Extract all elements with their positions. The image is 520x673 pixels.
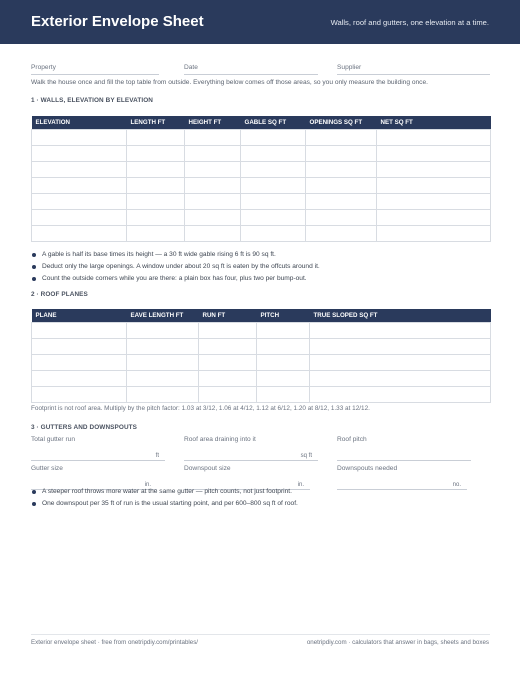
note-text: Deduct only the large openings. A window under about 20 sq ft is eaten by the offcuts around it. (42, 263, 320, 270)
table-row (32, 146, 491, 162)
table-cell[interactable] (306, 178, 377, 194)
note-text: A gable is half its base times its height — a 30 ft wide gable rising 6 ft is 90 sq ft. (42, 251, 276, 258)
table-cell[interactable] (32, 323, 127, 339)
table-cell[interactable] (185, 226, 241, 242)
downspout-size-unit: in. (297, 482, 304, 488)
list-item (31, 498, 298, 510)
footer-left-text: Exterior envelope sheet · free from onetripdiy.com/printables/ (31, 639, 199, 646)
roof-table (31, 309, 491, 403)
table-cell[interactable] (185, 210, 241, 226)
list-item (31, 261, 320, 273)
table-cell[interactable] (257, 355, 310, 371)
table-cell[interactable] (241, 210, 306, 226)
col-height-ft: HEIGHT FT (185, 116, 241, 130)
table-cell[interactable] (306, 226, 377, 242)
date-label: Date (184, 64, 198, 71)
table-cell[interactable] (306, 130, 377, 146)
date-field[interactable] (184, 56, 318, 75)
bullet-icon (32, 253, 36, 257)
table-row (32, 210, 491, 226)
table-cell[interactable] (199, 387, 257, 403)
table-cell[interactable] (32, 371, 127, 387)
table-cell[interactable] (310, 323, 491, 339)
table-row (32, 339, 491, 355)
supplier-field[interactable] (337, 56, 490, 75)
table-cell[interactable] (32, 355, 127, 371)
table-cell[interactable] (310, 355, 491, 371)
table-cell[interactable] (257, 323, 310, 339)
downspout-size-label: Downspout size (184, 465, 231, 472)
table-cell[interactable] (32, 130, 127, 146)
table-row (32, 162, 491, 178)
table-row (32, 371, 491, 387)
footer-right-text: onetripdiy.com · calculators that answer in bags, sheets and boxes (306, 639, 489, 646)
sheet-tagline: Walls, roof and gutters, one elevation at a time. (330, 18, 489, 27)
gutters-section-title: 3 · GUTTERS AND DOWNSPOUTS (31, 424, 138, 431)
table-cell[interactable] (306, 146, 377, 162)
roof-header-row (32, 309, 491, 323)
note-text: Count the outside corners while you are there: a plain box has four, plus two per bump-out. (42, 275, 307, 282)
table-cell[interactable] (241, 146, 306, 162)
col-run-ft: RUN FT (199, 309, 257, 323)
table-cell[interactable] (127, 210, 185, 226)
table-cell[interactable] (127, 371, 199, 387)
col-eave-length-ft: EAVE LENGTH FT (127, 309, 199, 323)
table-cell[interactable] (185, 194, 241, 210)
walls-notes (31, 249, 320, 285)
gutter-size-unit: in. (144, 482, 151, 488)
header-banner (0, 0, 520, 44)
table-cell[interactable] (306, 194, 377, 210)
table-row (32, 355, 491, 371)
table-cell[interactable] (127, 178, 185, 194)
table-cell[interactable] (32, 178, 127, 194)
table-cell[interactable] (127, 226, 185, 242)
table-cell[interactable] (306, 210, 377, 226)
supplier-label: Supplier (337, 64, 362, 71)
note-text: A steeper roof throws more water at the same gutter — pitch counts, not just footprint. (42, 488, 292, 495)
col-gable-sq-ft: GABLE SQ FT (241, 116, 306, 130)
table-cell[interactable] (310, 387, 491, 403)
table-cell[interactable] (199, 323, 257, 339)
table-cell[interactable] (377, 210, 491, 226)
table-cell[interactable] (257, 339, 310, 355)
property-field[interactable] (31, 56, 159, 75)
table-cell[interactable] (127, 146, 185, 162)
list-item (31, 249, 320, 261)
table-row (32, 130, 491, 146)
col-openings-sq-ft: OPENINGS SQ FT (306, 116, 377, 130)
bullet-icon (32, 502, 36, 506)
table-cell[interactable] (185, 146, 241, 162)
col-plane: PLANE (32, 309, 127, 323)
table-cell[interactable] (377, 146, 491, 162)
table-cell[interactable] (127, 194, 185, 210)
table-cell[interactable] (32, 339, 127, 355)
total-gutter-run-field[interactable] (31, 436, 165, 461)
table-cell[interactable] (127, 355, 199, 371)
col-length-ft: LENGTH FT (127, 116, 185, 130)
table-cell[interactable] (32, 194, 127, 210)
total-gutter-run-unit: ft (155, 453, 159, 459)
table-cell[interactable] (127, 387, 199, 403)
roof-pitch-note: Footprint is not roof area. Multiply by the pitch factor: 1.03 at 3/12, 1.06 at 4/12, 1.12 at 6/12, 1.20 at 8/12, 1.33 at 12/12. (31, 405, 370, 412)
gutters-notes (31, 486, 298, 510)
table-cell[interactable] (377, 194, 491, 210)
table-cell[interactable] (310, 371, 491, 387)
table-cell[interactable] (199, 371, 257, 387)
note-text: One downspout per 35 ft of run is the usual starting point, and per 600–800 sq ft of roof. (42, 500, 298, 507)
table-cell[interactable] (377, 162, 491, 178)
downspouts-needed-unit: no. (452, 482, 461, 488)
col-elevation: ELEVATION (32, 116, 127, 130)
table-row (32, 226, 491, 242)
table-cell[interactable] (377, 226, 491, 242)
list-item (31, 273, 320, 285)
meta-fields (31, 56, 490, 76)
table-cell[interactable] (377, 130, 491, 146)
table-cell[interactable] (32, 387, 127, 403)
table-cell[interactable] (241, 130, 306, 146)
roof-area-draining-field[interactable] (184, 436, 318, 461)
col-true-sloped-sq-ft: TRUE SLOPED SQ FT (310, 309, 491, 323)
roof-area-draining-label: Roof area draining into it (184, 436, 256, 443)
total-gutter-run-label: Total gutter run (31, 436, 75, 443)
col-net-sq-ft: NET SQ FT (377, 116, 491, 130)
bullet-icon (32, 490, 36, 494)
table-cell[interactable] (306, 162, 377, 178)
walls-section-title: 1 · WALLS, ELEVATION BY ELEVATION (31, 97, 154, 104)
table-cell[interactable] (127, 339, 199, 355)
table-cell[interactable] (377, 178, 491, 194)
sheet-title: Exterior Envelope Sheet (31, 13, 204, 30)
roof-pitch-field[interactable] (337, 436, 471, 461)
table-cell[interactable] (257, 371, 310, 387)
table-row (32, 178, 491, 194)
table-cell[interactable] (241, 162, 306, 178)
table-cell[interactable] (310, 339, 491, 355)
gutter-size-label: Gutter size (31, 465, 63, 472)
table-cell[interactable] (32, 210, 127, 226)
table-cell[interactable] (127, 130, 185, 146)
downspouts-needed-label: Downspouts needed (337, 465, 398, 472)
intro-text: Walk the house once and fill the top table from outside. Everything below comes off those areas, so you only measure the building once. (31, 79, 428, 86)
walls-table (31, 116, 491, 242)
table-cell[interactable] (241, 194, 306, 210)
table-cell[interactable] (32, 226, 127, 242)
table-row (32, 323, 491, 339)
roof-pitch-label: Roof pitch (337, 436, 367, 443)
table-cell[interactable] (257, 387, 310, 403)
table-cell[interactable] (241, 226, 306, 242)
bullet-icon (32, 265, 36, 269)
roof-section-title: 2 · ROOF PLANES (31, 291, 88, 298)
list-item (31, 486, 298, 498)
table-cell[interactable] (199, 339, 257, 355)
downspouts-needed-field[interactable] (337, 465, 467, 490)
col-pitch: PITCH (257, 309, 310, 323)
roof-area-draining-unit: sq ft (300, 453, 312, 459)
table-row (32, 387, 491, 403)
table-cell[interactable] (185, 162, 241, 178)
table-cell[interactable] (32, 162, 127, 178)
table-cell[interactable] (199, 355, 257, 371)
walls-header-row (32, 116, 491, 130)
bullet-icon (32, 277, 36, 281)
footer-divider (31, 634, 490, 635)
table-cell[interactable] (185, 178, 241, 194)
table-row (32, 194, 491, 210)
table-cell[interactable] (241, 178, 306, 194)
table-cell[interactable] (185, 130, 241, 146)
table-cell[interactable] (127, 162, 185, 178)
property-label: Property (31, 64, 56, 71)
table-cell[interactable] (127, 323, 199, 339)
table-cell[interactable] (32, 146, 127, 162)
